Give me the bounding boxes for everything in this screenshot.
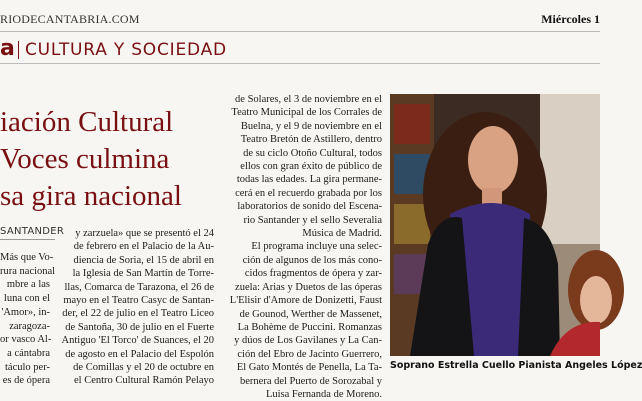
byline: SANTANDER bbox=[0, 226, 65, 237]
text-line: Teatro Municipal de los Corrales de bbox=[231, 107, 382, 119]
text-line: or vasco Al- bbox=[0, 334, 52, 346]
headline bbox=[0, 104, 200, 215]
headline-line: Voces culmina bbox=[0, 143, 170, 175]
text-line: de Solares, el 3 de noviembre en el bbox=[235, 94, 382, 105]
text-line: luna con el bbox=[3, 293, 50, 305]
text-line: mayo en el Teatro Casyc de Santan- bbox=[63, 295, 214, 307]
wall-panel bbox=[540, 94, 600, 244]
text-line: Música de Madrid. bbox=[302, 228, 382, 240]
header-rule bbox=[0, 31, 600, 32]
text-line: Teatro Bretón de Astillero, dentro bbox=[240, 134, 382, 146]
byline-rule bbox=[0, 239, 55, 240]
text-line: mbre a las bbox=[6, 279, 50, 291]
text-line: es de ópera bbox=[2, 375, 50, 387]
books-row bbox=[394, 104, 430, 144]
headline-line: iación Cultural bbox=[0, 106, 174, 138]
text-line: El programa incluye una selec- bbox=[251, 241, 382, 253]
text-line: de Santoña, 30 de julio en el Fuerte bbox=[65, 321, 214, 333]
article-column-1 bbox=[0, 251, 56, 388]
section-name: CULTURA Y SOCIEDAD bbox=[25, 40, 227, 60]
text-line: llas, Comarca de Tarazona, el 26 de bbox=[64, 281, 214, 293]
pianist-face bbox=[580, 276, 612, 324]
text-line: Antiguo 'El Torco' de Suances, el 20 bbox=[61, 335, 214, 347]
text-line: diencia de Soria, el 15 de abril en bbox=[73, 254, 214, 266]
article-column-2 bbox=[56, 227, 214, 388]
text-line: y zarzuela» que se presentó el 24 bbox=[75, 228, 214, 239]
text-line: laboratorios de sonido del Escena- bbox=[237, 201, 382, 213]
text-line: El Gato Montés de Penella, La Ta- bbox=[236, 362, 382, 374]
text-line: ción de algunos de los más cono- bbox=[242, 254, 382, 266]
text-line: L'Elisir d'Amore de Donizetti, Faust bbox=[229, 295, 382, 307]
text-line: el Centro Cultural Ramón Pelayo bbox=[74, 375, 214, 387]
woman-face bbox=[468, 126, 518, 194]
text-line: táculo per- bbox=[5, 361, 50, 373]
issue-date: Miércoles 1 bbox=[541, 12, 600, 26]
photo-illustration bbox=[390, 94, 600, 356]
text-line: rura nacional bbox=[0, 265, 56, 277]
text-line: zuela: Arias y Duetos de las óperas bbox=[235, 281, 382, 293]
text-line: 'Amor», in- bbox=[1, 306, 50, 318]
section-divider bbox=[18, 41, 19, 59]
text-line: Más que Vo- bbox=[0, 252, 54, 263]
text-line: cerá en el recuerdo grabada por los bbox=[235, 187, 382, 199]
text-line: Buelna, y el 9 de noviembre en el bbox=[240, 120, 382, 132]
text-line: y dúos de Los Gavilanes y La Can- bbox=[234, 335, 382, 347]
text-line: a cántabra bbox=[7, 347, 50, 359]
text-line: todas las edades. La gira permane- bbox=[236, 174, 382, 186]
section-bar bbox=[0, 36, 600, 62]
text-line: de agosto en el Palacio del Espolón bbox=[65, 348, 214, 360]
site-name: RIODECANTABRIA.COM bbox=[0, 12, 140, 26]
page-header bbox=[0, 0, 600, 30]
text-line: de su ciclo Otoño Cultural, todos bbox=[243, 147, 382, 159]
text-line: de Gounod, Werther de Massenet, bbox=[239, 308, 382, 320]
text-line: rio Santander y el sello Severalia bbox=[243, 214, 382, 226]
text-line: la Iglesia de San Martín de Torre- bbox=[72, 268, 214, 280]
text-line: de febrero en el Palacio de la Au- bbox=[73, 241, 214, 253]
section-fragment: a bbox=[0, 36, 15, 61]
text-line: de Comillas y el 20 de octubre en bbox=[73, 362, 214, 374]
article-column-3 bbox=[222, 93, 382, 401]
text-line: bernera del Puerto de Sorozabal y bbox=[240, 375, 382, 387]
text-line: ción del Ebro de Jacinto Guerrero, bbox=[237, 348, 382, 360]
text-line: cidos fragmentos de ópera y zar- bbox=[244, 268, 382, 280]
byline-block bbox=[0, 226, 65, 240]
photo-caption: Soprano Estrella Cuello Pianista Angeles López bbox=[390, 360, 642, 371]
section-rule bbox=[0, 63, 600, 64]
text-line: ellos con gran éxito de público de bbox=[240, 161, 382, 173]
text-line: La Bohème de Puccini. Romanzas bbox=[237, 321, 382, 333]
text-line: Luisa Fernanda de Moreno. bbox=[265, 388, 382, 400]
text-line: der, el 22 de julio en el Teatro Liceo bbox=[62, 308, 214, 320]
text-line: zaragoza- bbox=[9, 320, 50, 332]
headline-line: sa gira nacional bbox=[0, 180, 182, 212]
article-photo bbox=[390, 94, 600, 356]
